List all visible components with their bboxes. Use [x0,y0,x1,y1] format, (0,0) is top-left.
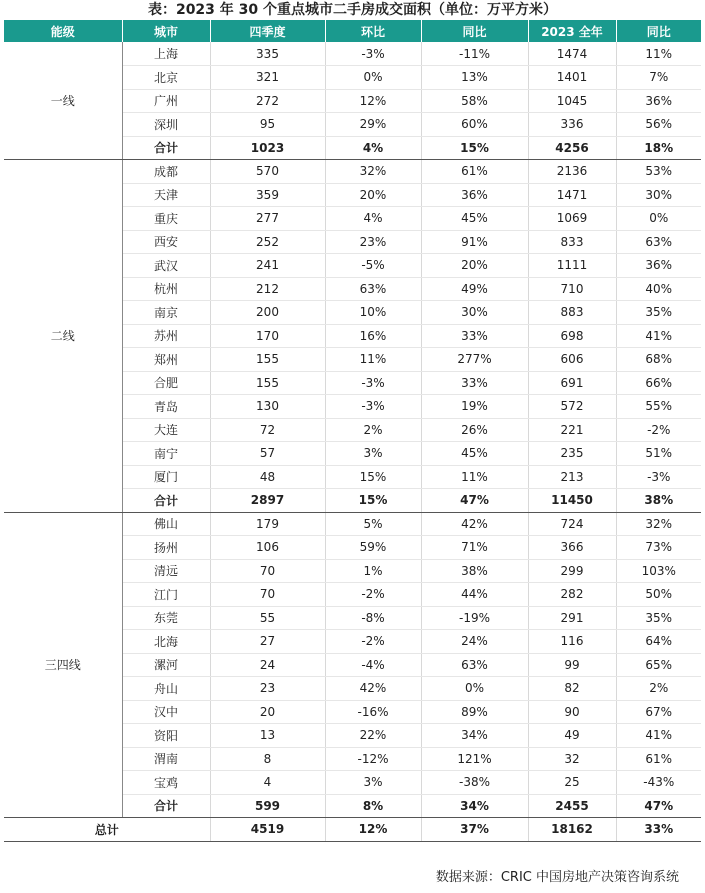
yoy-cell: -11% [421,42,528,66]
full-year-yoy-cell: 53% [616,160,701,184]
qoq-cell: 23% [325,230,421,254]
full-year-yoy-cell: 40% [616,277,701,301]
full-year-yoy-cell: 0% [616,207,701,231]
full-year-cell: 213 [528,465,616,489]
yoy-cell: 34% [421,794,528,818]
full-year-yoy-cell: 51% [616,442,701,466]
q4-cell: 241 [210,254,325,278]
full-year-cell: 606 [528,348,616,372]
q4-cell: 48 [210,465,325,489]
qoq-cell: 8% [325,794,421,818]
yoy-cell: 71% [421,536,528,560]
full-year-yoy-cell: 66% [616,371,701,395]
full-year-yoy-cell: -3% [616,465,701,489]
city-cell: 舟山 [122,677,210,701]
qoq-cell: 32% [325,160,421,184]
q4-cell: 200 [210,301,325,325]
full-year-yoy-cell: 33% [616,818,701,842]
q4-cell: 570 [210,160,325,184]
qoq-cell: 3% [325,771,421,795]
yoy-cell: 49% [421,277,528,301]
yoy-cell: 42% [421,512,528,536]
q4-cell: 179 [210,512,325,536]
full-year-cell: 1111 [528,254,616,278]
header-full-year-yoy: 同比 [616,20,701,42]
city-cell: 合计 [122,136,210,160]
q4-cell: 170 [210,324,325,348]
yoy-cell: 58% [421,89,528,113]
qoq-cell: -3% [325,371,421,395]
city-cell: 深圳 [122,113,210,137]
yoy-cell: 26% [421,418,528,442]
full-year-yoy-cell: 65% [616,653,701,677]
full-year-cell: 116 [528,630,616,654]
tier-label: 三四线 [4,512,122,818]
city-cell: 汉中 [122,700,210,724]
yoy-cell: 89% [421,700,528,724]
full-year-yoy-cell: 30% [616,183,701,207]
city-cell: 郑州 [122,348,210,372]
transaction-area-table [4,20,701,842]
qoq-cell: 20% [325,183,421,207]
q4-cell: 1023 [210,136,325,160]
full-year-cell: 2455 [528,794,616,818]
table-row [4,512,701,536]
yoy-cell: 19% [421,395,528,419]
qoq-cell: 63% [325,277,421,301]
full-year-cell: 299 [528,559,616,583]
full-year-cell: 1045 [528,89,616,113]
q4-cell: 23 [210,677,325,701]
full-year-yoy-cell: 36% [616,254,701,278]
city-cell: 北海 [122,630,210,654]
full-year-yoy-cell: 2% [616,677,701,701]
qoq-cell: 3% [325,442,421,466]
qoq-cell: -4% [325,653,421,677]
yoy-cell: 33% [421,324,528,348]
table-row [4,160,701,184]
full-year-yoy-cell: 41% [616,324,701,348]
city-cell: 合计 [122,489,210,513]
q4-cell: 4 [210,771,325,795]
city-cell: 合肥 [122,371,210,395]
qoq-cell: 15% [325,489,421,513]
table-header-row [4,20,701,42]
header-city: 城市 [122,20,210,42]
city-cell: 漯河 [122,653,210,677]
q4-cell: 106 [210,536,325,560]
q4-cell: 2897 [210,489,325,513]
city-cell: 南宁 [122,442,210,466]
full-year-cell: 291 [528,606,616,630]
full-year-cell: 833 [528,230,616,254]
full-year-yoy-cell: 18% [616,136,701,160]
city-cell: 扬州 [122,536,210,560]
full-year-cell: 49 [528,724,616,748]
q4-cell: 27 [210,630,325,654]
full-year-cell: 366 [528,536,616,560]
qoq-cell: 1% [325,559,421,583]
yoy-cell: 37% [421,818,528,842]
q4-cell: 4519 [210,818,325,842]
full-year-cell: 336 [528,113,616,137]
city-cell: 苏州 [122,324,210,348]
q4-cell: 70 [210,583,325,607]
full-year-cell: 221 [528,418,616,442]
yoy-cell: 33% [421,371,528,395]
qoq-cell: 12% [325,89,421,113]
yoy-cell: 0% [421,677,528,701]
qoq-cell: 12% [325,818,421,842]
city-cell: 清远 [122,559,210,583]
qoq-cell: -3% [325,42,421,66]
yoy-cell: 91% [421,230,528,254]
city-cell: 合计 [122,794,210,818]
full-year-yoy-cell: 32% [616,512,701,536]
yoy-cell: 63% [421,653,528,677]
q4-cell: 212 [210,277,325,301]
full-year-cell: 90 [528,700,616,724]
full-year-yoy-cell: 61% [616,747,701,771]
full-year-yoy-cell: 36% [616,89,701,113]
city-cell: 广州 [122,89,210,113]
qoq-cell: -5% [325,254,421,278]
full-year-cell: 1474 [528,42,616,66]
table-title: 表：2023 年 30 个重点城市二手房成交面积（单位：万平方米） [147,2,558,18]
full-year-yoy-cell: 64% [616,630,701,654]
full-year-yoy-cell: 55% [616,395,701,419]
full-year-cell: 11450 [528,489,616,513]
full-year-yoy-cell: 41% [616,724,701,748]
q4-cell: 13 [210,724,325,748]
qoq-cell: 5% [325,512,421,536]
full-year-yoy-cell: 11% [616,42,701,66]
q4-cell: 24 [210,653,325,677]
yoy-cell: 24% [421,630,528,654]
source-note: 数据来源：CRIC 中国房地产决策咨询系统 [435,870,679,885]
yoy-cell: 121% [421,747,528,771]
q4-cell: 72 [210,418,325,442]
qoq-cell: 42% [325,677,421,701]
q4-cell: 359 [210,183,325,207]
full-year-cell: 710 [528,277,616,301]
header-tier: 能级 [4,20,122,42]
q4-cell: 277 [210,207,325,231]
yoy-cell: 45% [421,207,528,231]
grand-total-label: 总计 [4,818,210,842]
full-year-yoy-cell: 73% [616,536,701,560]
header-q4: 四季度 [210,20,325,42]
full-year-yoy-cell: 68% [616,348,701,372]
city-cell: 成都 [122,160,210,184]
full-year-cell: 2136 [528,160,616,184]
city-cell: 上海 [122,42,210,66]
q4-cell: 70 [210,559,325,583]
full-year-cell: 1069 [528,207,616,231]
qoq-cell: 0% [325,66,421,90]
full-year-yoy-cell: 7% [616,66,701,90]
q4-cell: 130 [210,395,325,419]
q4-cell: 252 [210,230,325,254]
qoq-cell: -3% [325,395,421,419]
full-year-yoy-cell: -2% [616,418,701,442]
yoy-cell: 38% [421,559,528,583]
qoq-cell: -2% [325,583,421,607]
qoq-cell: 4% [325,136,421,160]
city-cell: 天津 [122,183,210,207]
city-cell: 南京 [122,301,210,325]
full-year-cell: 32 [528,747,616,771]
q4-cell: 155 [210,348,325,372]
city-cell: 武汉 [122,254,210,278]
city-cell: 北京 [122,66,210,90]
header-qoq: 环比 [325,20,421,42]
q4-cell: 335 [210,42,325,66]
qoq-cell: -16% [325,700,421,724]
grand-total-row [4,818,701,842]
qoq-cell: 15% [325,465,421,489]
full-year-yoy-cell: 103% [616,559,701,583]
q4-cell: 8 [210,747,325,771]
q4-cell: 155 [210,371,325,395]
city-cell: 江门 [122,583,210,607]
full-year-cell: 282 [528,583,616,607]
full-year-cell: 572 [528,395,616,419]
yoy-cell: 36% [421,183,528,207]
full-year-yoy-cell: 38% [616,489,701,513]
qoq-cell: 2% [325,418,421,442]
qoq-cell: 29% [325,113,421,137]
full-year-cell: 99 [528,653,616,677]
yoy-cell: 277% [421,348,528,372]
yoy-cell: 44% [421,583,528,607]
yoy-cell: 15% [421,136,528,160]
city-cell: 重庆 [122,207,210,231]
city-cell: 厦门 [122,465,210,489]
full-year-cell: 25 [528,771,616,795]
qoq-cell: -8% [325,606,421,630]
q4-cell: 20 [210,700,325,724]
city-cell: 渭南 [122,747,210,771]
qoq-cell: -2% [325,630,421,654]
full-year-yoy-cell: 63% [616,230,701,254]
tier-label: 一线 [4,42,122,160]
yoy-cell: 61% [421,160,528,184]
full-year-cell: 82 [528,677,616,701]
header-full-year: 2023 全年 [528,20,616,42]
full-year-yoy-cell: 35% [616,606,701,630]
qoq-cell: 10% [325,301,421,325]
full-year-yoy-cell: 50% [616,583,701,607]
yoy-cell: -38% [421,771,528,795]
qoq-cell: 11% [325,348,421,372]
city-cell: 宝鸡 [122,771,210,795]
yoy-cell: 20% [421,254,528,278]
qoq-cell: -12% [325,747,421,771]
yoy-cell: 60% [421,113,528,137]
qoq-cell: 16% [325,324,421,348]
yoy-cell: 47% [421,489,528,513]
full-year-cell: 1401 [528,66,616,90]
tier-label: 二线 [4,160,122,513]
city-cell: 资阳 [122,724,210,748]
table-body [4,42,701,841]
yoy-cell: 34% [421,724,528,748]
full-year-yoy-cell: 67% [616,700,701,724]
city-cell: 杭州 [122,277,210,301]
q4-cell: 321 [210,66,325,90]
yoy-cell: 30% [421,301,528,325]
full-year-yoy-cell: 56% [616,113,701,137]
yoy-cell: 11% [421,465,528,489]
city-cell: 青岛 [122,395,210,419]
full-year-yoy-cell: 47% [616,794,701,818]
full-year-yoy-cell: -43% [616,771,701,795]
qoq-cell: 4% [325,207,421,231]
full-year-cell: 4256 [528,136,616,160]
city-cell: 西安 [122,230,210,254]
full-year-cell: 698 [528,324,616,348]
city-cell: 佛山 [122,512,210,536]
city-cell: 大连 [122,418,210,442]
full-year-cell: 691 [528,371,616,395]
header-yoy: 同比 [421,20,528,42]
city-cell: 东莞 [122,606,210,630]
yoy-cell: -19% [421,606,528,630]
q4-cell: 272 [210,89,325,113]
full-year-yoy-cell: 35% [616,301,701,325]
full-year-cell: 235 [528,442,616,466]
qoq-cell: 22% [325,724,421,748]
q4-cell: 55 [210,606,325,630]
q4-cell: 95 [210,113,325,137]
qoq-cell: 59% [325,536,421,560]
yoy-cell: 45% [421,442,528,466]
q4-cell: 57 [210,442,325,466]
full-year-cell: 724 [528,512,616,536]
q4-cell: 599 [210,794,325,818]
full-year-cell: 883 [528,301,616,325]
full-year-cell: 1471 [528,183,616,207]
yoy-cell: 13% [421,66,528,90]
table-row [4,42,701,66]
full-year-cell: 18162 [528,818,616,842]
